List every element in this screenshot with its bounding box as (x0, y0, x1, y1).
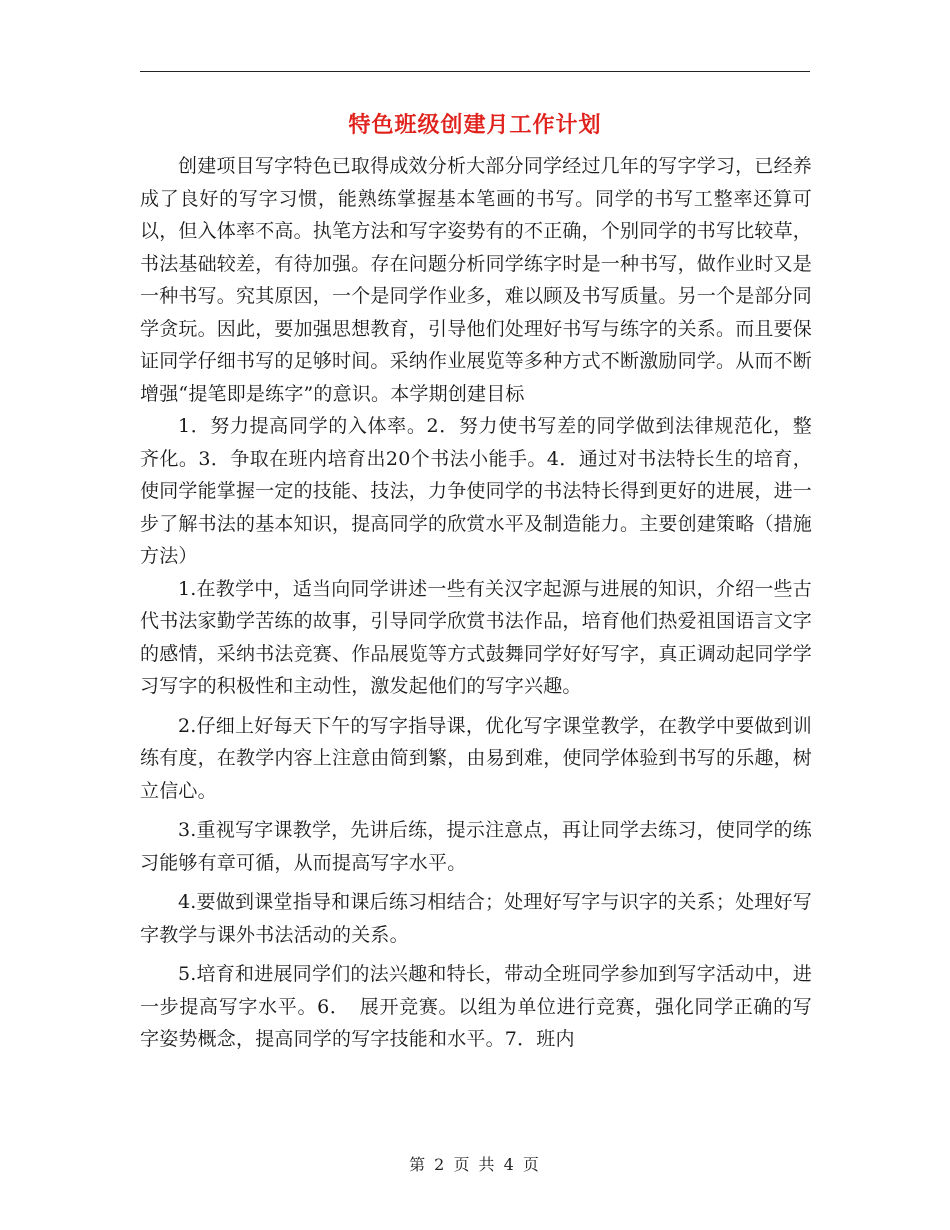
paragraph-3: 1.在教学中，适当向同学讲述一些有关汉字起源与进展的知识，介绍一些古代书法家勤学苦练的故事，引导同学欣赏书法作品，培育他们热爱祖国语言文字的感情，采纳书法竞赛、作品展览等方式鼓舞同学好好写字，真正调动起同学学习写字的积极性和主动性，激发起他们的写字兴趣。 (140, 577, 813, 697)
paragraph-5: 3.重视写字课教学，先讲后练，提示注意点，再让同学去练习，使同学的练习能够有章可循，从而提高写字水平。 (140, 819, 812, 874)
document-title: 特色班级创建月工作计划 (348, 112, 602, 138)
paragraph-4: 2.仔细上好每天下午的写字指导课，优化写字课堂教学，在教学中要做到训练有度，在教学内容上注意由简到繁，由易到难，使同学体验到书写的乐趣，树立信心。 (140, 714, 813, 802)
document-body (140, 150, 812, 1056)
paragraph-6: 4.要做到课堂指导和课后练习相结合；处理好写字与识字的关系；处理好写字教学与课外书法活动的关系。 (140, 891, 812, 946)
paragraph-1: 创建项目写字特色已取得成效分析大部分同学经过几年的写字学习，已经养成了良好的写字习惯，能熟练掌握基本笔画的书写。同学的书写工整率还算可以，但入体率不高。执笔方法和写字姿势有的不正确，个别同学的书写比较草，书法基础较差，有待加强。存在问题分析同学练字时是一种书写，做作业时又是一种书写。究其原因，一个是同学作业多，难以顾及书写质量。另一个是部分同学贪玩。因此，要加强思想教育，引导他们处理好书写与练字的关系。而且要保证同学仔细书写的足够时间。采纳作业展览等多种方式不断激励同学。从而不断增强“提笔即是练字”的意识。本学期创建目标 (140, 155, 813, 405)
paragraph-7: 5.培育和进展同学们的法兴趣和特长，带动全班同学参加到写字活动中，进一步提高写字水平。6． 展开竞赛。以组为单位进行竞赛，强化同学正确的写字姿势概念，提高同学的写字技能和水平。7．班内 (140, 963, 812, 1050)
header-rule (140, 71, 810, 72)
paragraph-2: 1．努力提高同学的入体率。2．努力使书写差的同学做到法律规范化，整齐化。3．争取在班内培育出20个书法小能手。4．通过对书法特长生的培育，使同学能掌握一定的技能、技法，力争使同学的书法特长得到更好的进展，进一步了解书法的基本知识，提高同学的欣赏水平及制造能力。主要创建策略（措施方法） (140, 415, 813, 567)
page-footer: 第 2 页 共 4 页 (409, 1155, 541, 1174)
